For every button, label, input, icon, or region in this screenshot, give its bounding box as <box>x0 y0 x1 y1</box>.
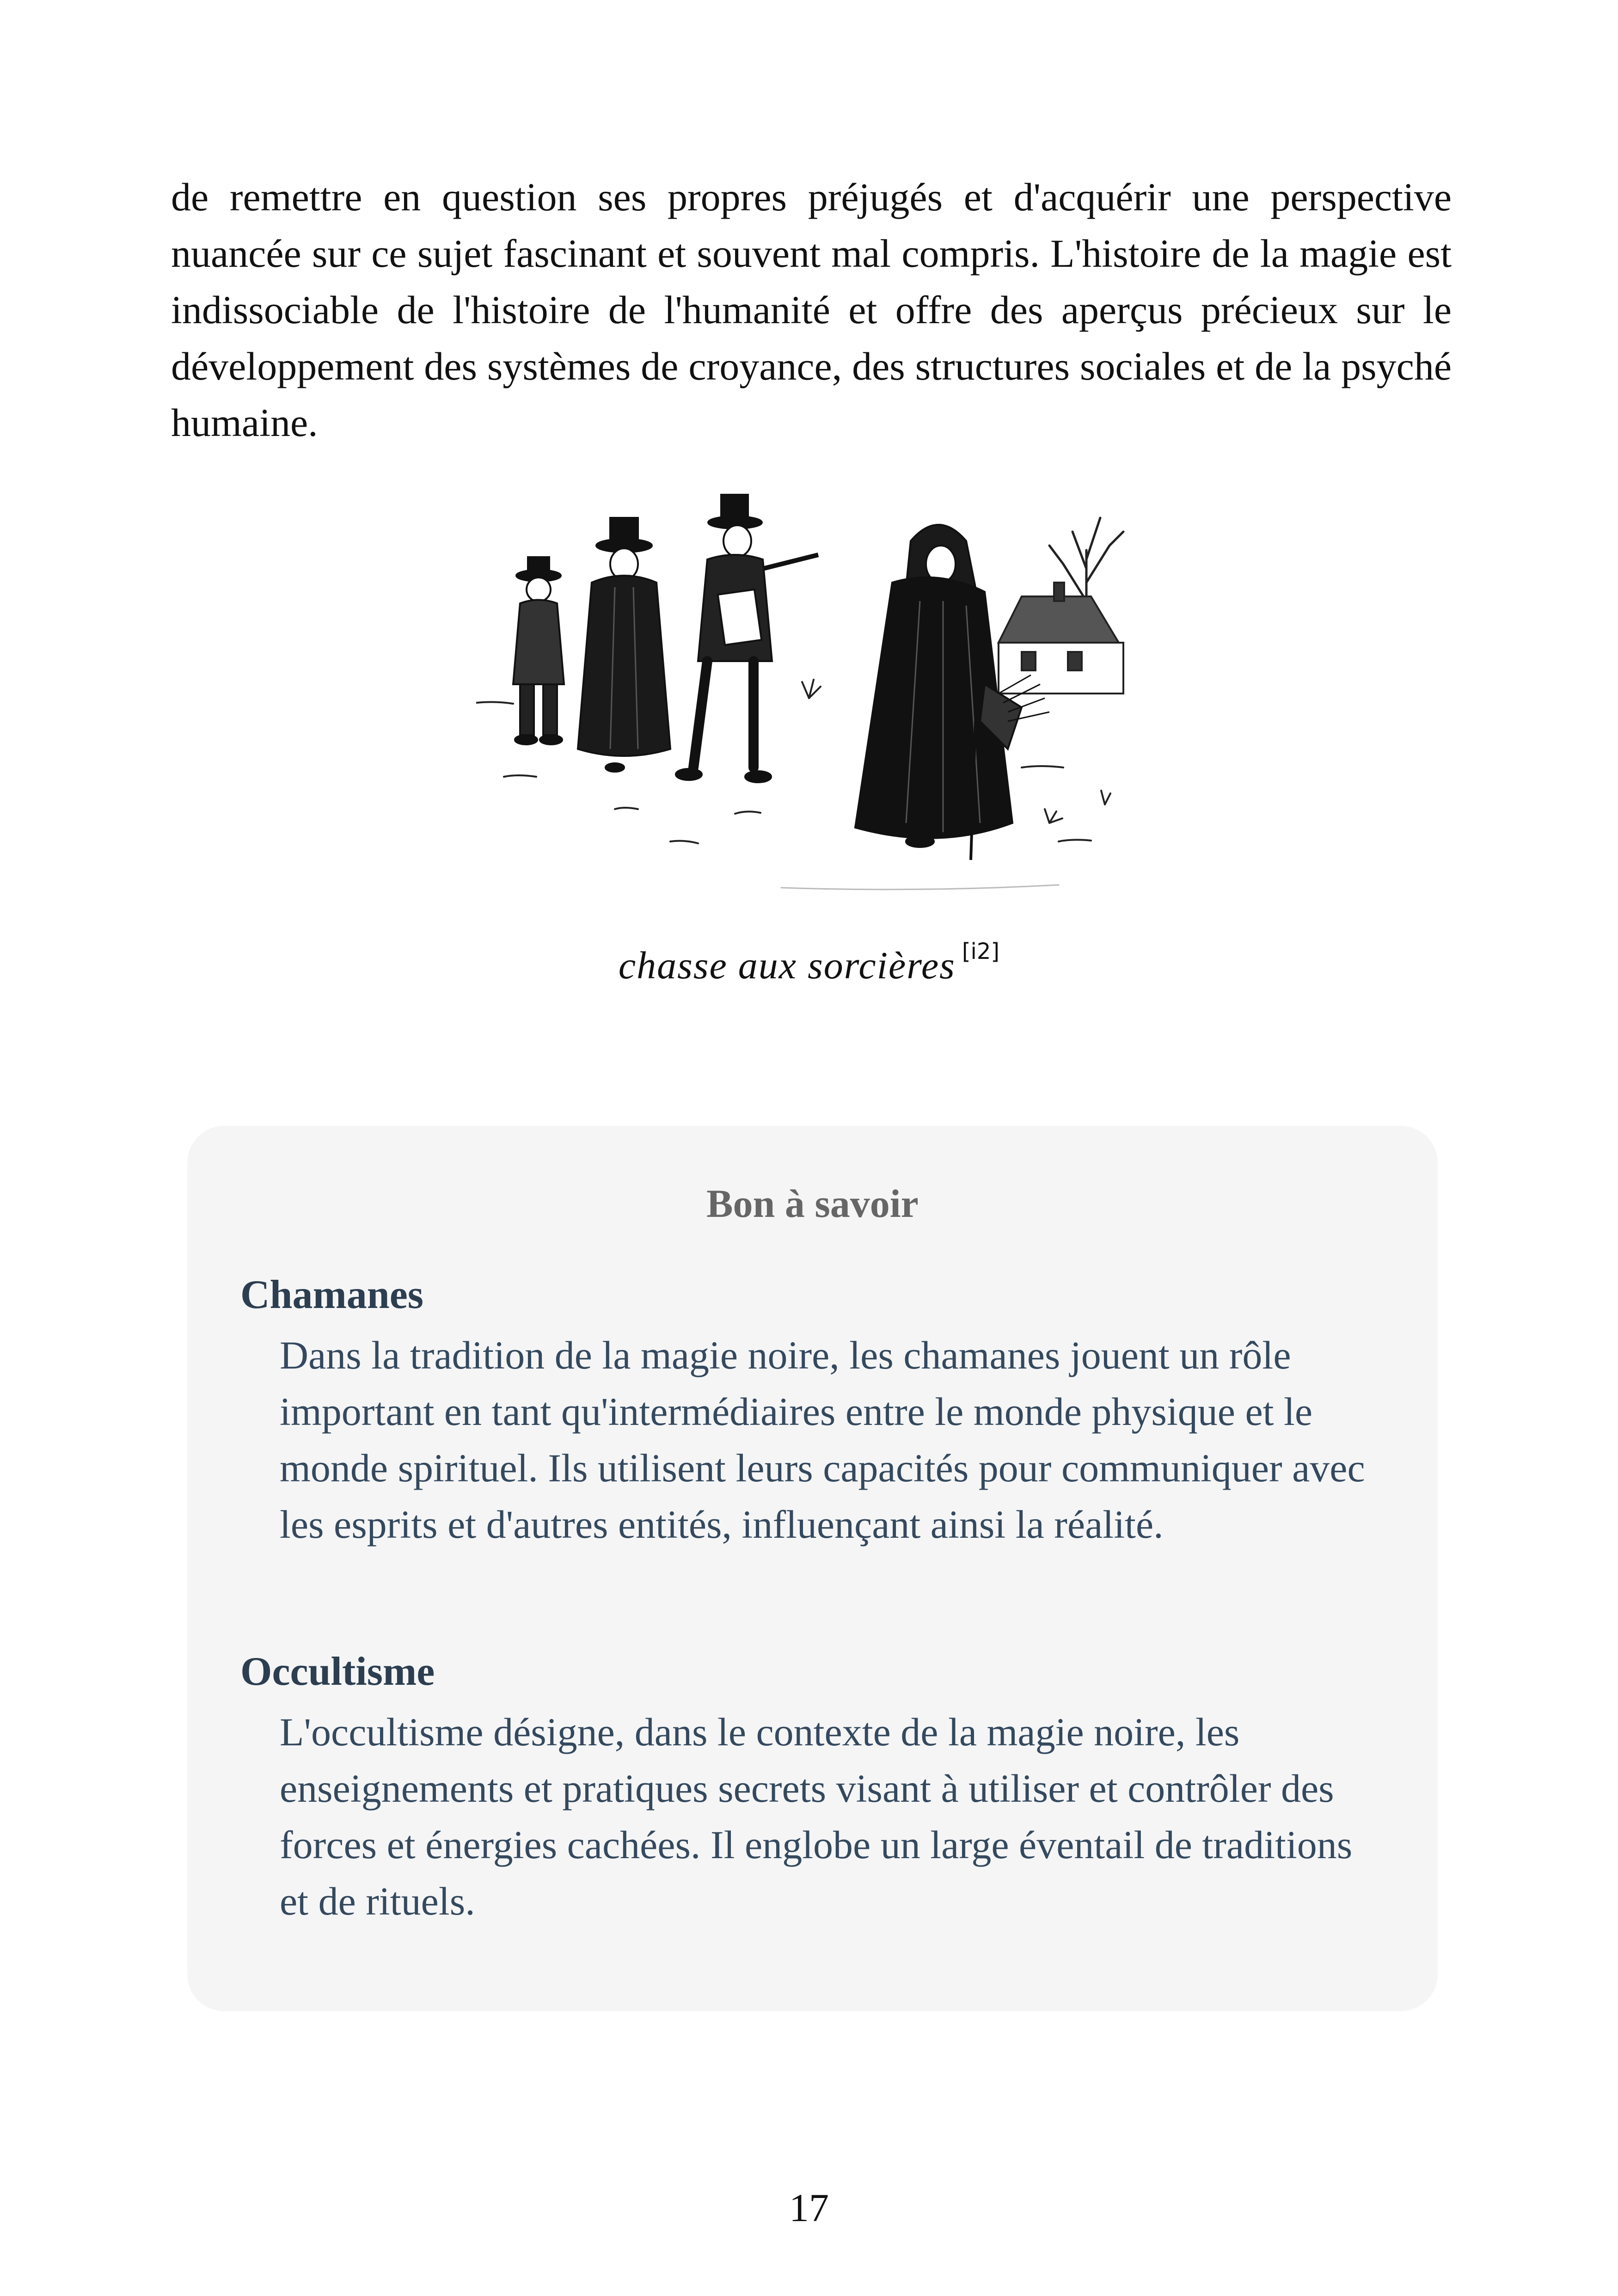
info-box-title: Bon à savoir <box>706 1181 919 1226</box>
term-chamanes: Chamanes <box>240 1272 424 1317</box>
body-paragraph: de remettre en question ses propres préjugés et d'acquérir une perspective nuancée sur ce sujet fascinant et souvent mal compris. L'histoire de la magie est indissociable de l'histoire de l'humanité et offre des aperçus précieux sur le développement des systèmes de croyance, des structures sociales et de la psyché humaine. <box>171 175 1452 445</box>
witch-hunt-illustration <box>476 490 1151 906</box>
page-number: 17 <box>789 2185 829 2230</box>
illustration-drawing <box>476 490 1151 906</box>
info-box <box>187 1126 1438 2011</box>
figure-reference: [i2] <box>962 939 1000 964</box>
term-occultisme: Occultisme <box>240 1649 435 1694</box>
figure-caption <box>0 939 1618 988</box>
definition-chamanes: Dans la tradition de la magie noire, les chamanes jouent un rôle important en tant qu'intermédiaires entre le monde physique et le monde spirituel. Ils utilisent leurs capacités pour communiquer avec les esprits et d'autres entités, influençant ainsi la réalité. <box>280 1333 1365 1547</box>
caption-text: chasse aux sorcières <box>618 944 956 987</box>
definition-occultisme: L'occultisme désigne, dans le contexte de la magie noire, les enseignements et pratiques secrets visant à utiliser et contrôler des forces et énergies cachées. Il englobe un large éventail de traditions et de rituels. <box>280 1710 1353 1923</box>
